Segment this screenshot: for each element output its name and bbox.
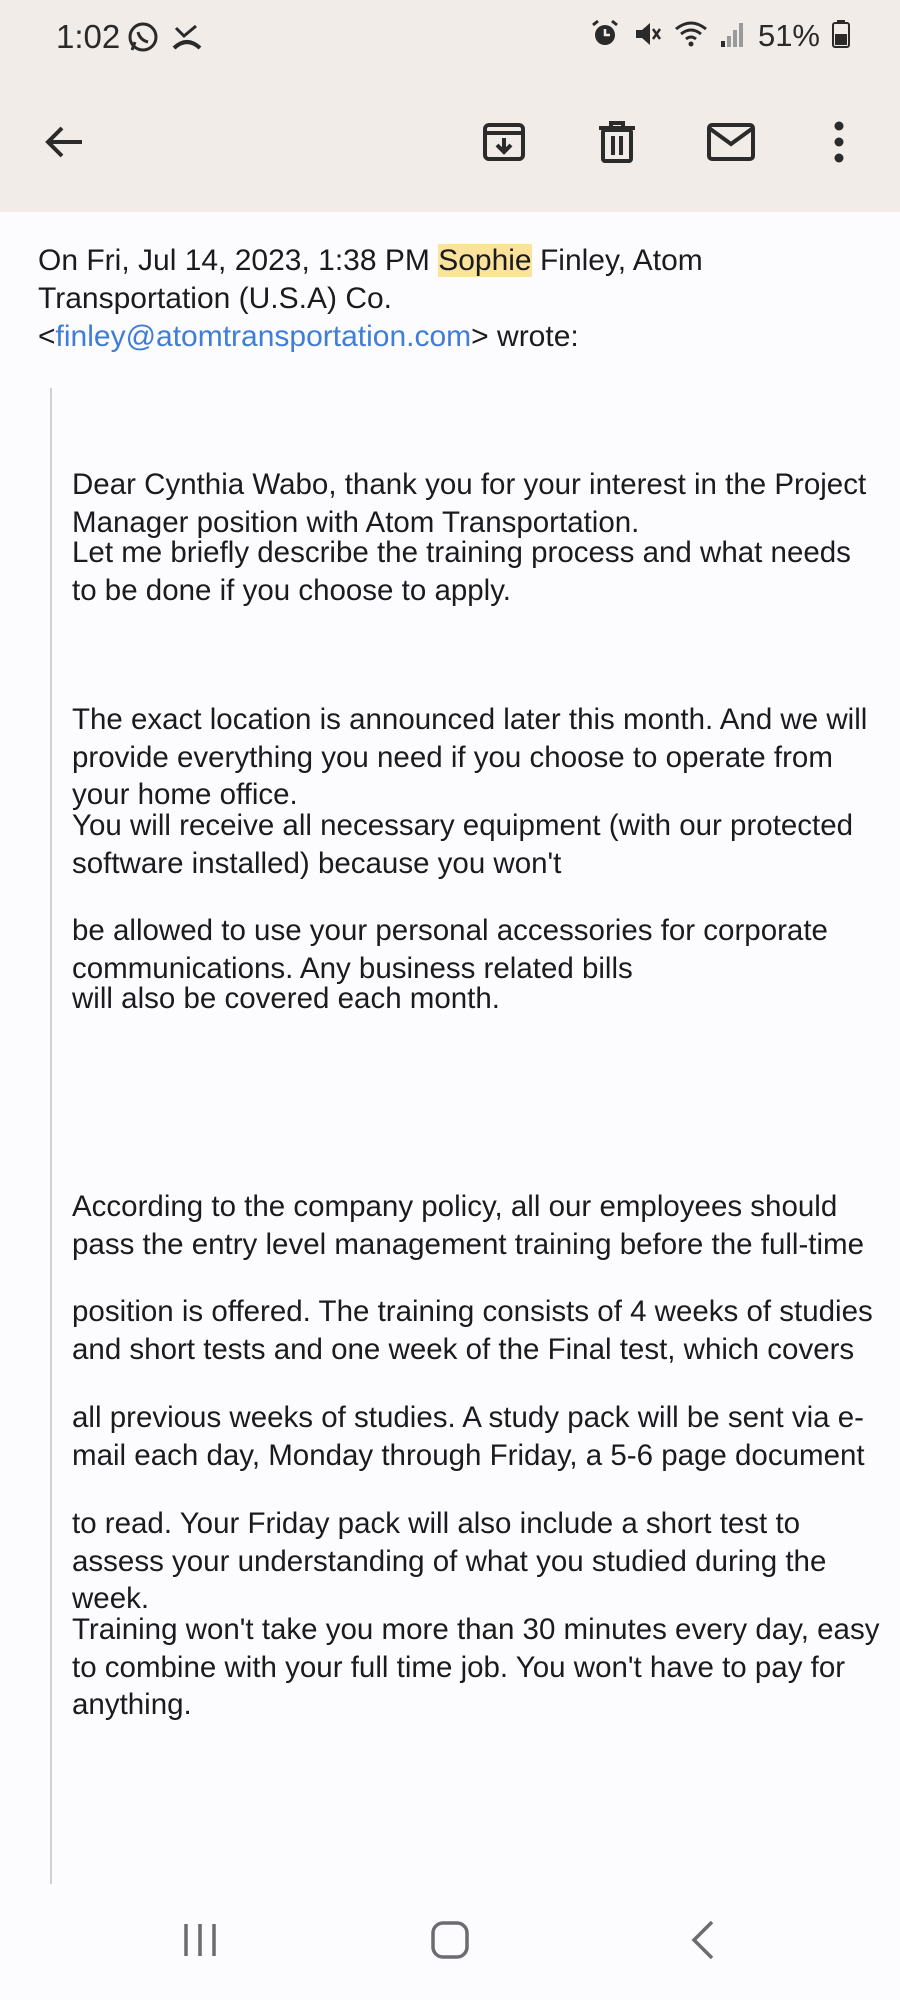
back-button[interactable] [24, 104, 104, 184]
missed-call-icon [170, 20, 204, 59]
paragraph-3: The exact location is announced later this month. And we will provide everything you need if you choose to operate from your home office. [72, 703, 868, 811]
home-icon [430, 1920, 470, 1965]
paragraph-4: You will receive all necessary equipment (with our protected software installed) because you won't [72, 809, 854, 880]
battery-icon [832, 19, 850, 54]
wifi-icon [674, 19, 708, 54]
home-button[interactable] [410, 1906, 490, 1978]
paragraph-7: According to the company policy, all our employees should pass the entry level management training before the full-time [72, 1190, 865, 1261]
nav-back-icon [688, 1920, 718, 1965]
paragraph-9: all previous weeks of studies. A study pack will be sent via e-mail each day, Monday through Friday, a 5-6 page document [72, 1401, 865, 1472]
mail-icon [706, 122, 756, 167]
system-nav-bar [0, 1884, 900, 2000]
status-bar [0, 0, 900, 78]
header-rest: Finley, Atom Transportation (U.S.A) Co. [38, 244, 703, 315]
nav-back-button[interactable] [663, 1906, 743, 1978]
header-suffix: > wrote: [471, 320, 579, 353]
whatsapp-icon [126, 20, 160, 59]
paragraph-8: position is offered. The training consists of 4 weeks of studies and short tests and one week of the Final test, which covers [72, 1295, 873, 1366]
quote-header [38, 242, 858, 356]
signal-icon [720, 19, 746, 54]
search-highlight: Sophie [438, 244, 532, 277]
battery-percent: 51% [757, 18, 820, 53]
quoted-message [50, 388, 880, 1884]
email-body [0, 212, 900, 1884]
sender-email-link[interactable]: finley@atomtransportation.com [55, 320, 472, 353]
open-bracket: < [38, 320, 56, 353]
email-toolbar [0, 78, 900, 212]
mark-unread-button[interactable] [691, 104, 771, 184]
recents-button[interactable] [160, 1906, 240, 1978]
paragraph-10: to read. Your Friday pack will also include a short test to assess your understanding of what you studied during the week. [72, 1507, 827, 1615]
archive-icon [481, 119, 527, 170]
paragraph-6: will also be covered each month. [72, 982, 500, 1015]
trash-icon [595, 119, 639, 170]
paragraph-1: Dear Cynthia Wabo, thank you for your interest in the Project Manager position with Atom Transportation. [72, 468, 867, 539]
more-vertical-icon [832, 120, 846, 169]
status-right-icons [590, 18, 850, 54]
more-options-button[interactable] [799, 104, 879, 184]
alarm-icon [590, 19, 620, 54]
delete-button[interactable] [577, 104, 657, 184]
paragraph-11: Training won't take you more than 30 minutes every day, easy to combine with your full time job. You won't have to pay for anything. [72, 1613, 880, 1721]
paragraph-2: Let me briefly describe the training process and what needs to be done if you choose to apply. [72, 536, 851, 607]
status-time: 1:02 [56, 18, 121, 55]
paragraph-5: be allowed to use your personal accessories for corporate communications. Any business related bills [72, 914, 828, 985]
header-prefix: On Fri, Jul 14, 2023, 1:38 PM [38, 244, 439, 277]
status-left-icons [126, 20, 204, 59]
back-arrow-icon [42, 120, 86, 169]
recents-icon [180, 1922, 220, 1963]
mute-icon [632, 19, 662, 54]
archive-button[interactable] [464, 104, 544, 184]
